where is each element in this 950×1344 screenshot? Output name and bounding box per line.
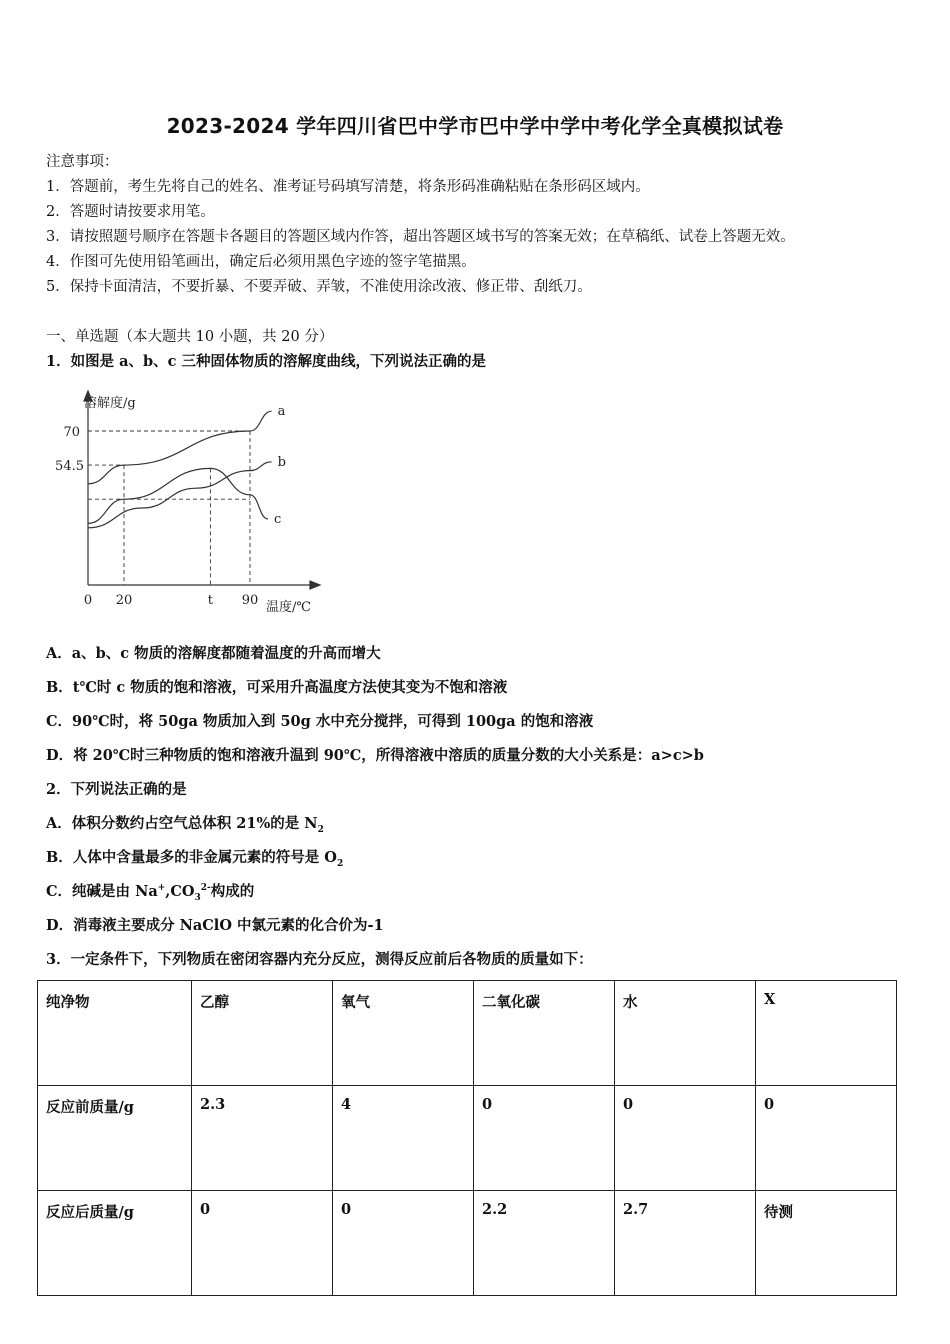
curve-label-a: a xyxy=(277,404,286,420)
y-tick-label: 70 xyxy=(63,425,80,440)
table-cell: 乙醇 xyxy=(192,981,333,1086)
y-axis-label: 溶解度/g xyxy=(84,396,136,411)
table-cell: 待测 xyxy=(756,1191,897,1296)
table-cell: 0 xyxy=(192,1191,333,1296)
question-2-stem: 2．下列说法正确的是 xyxy=(46,781,187,798)
table-cell: 0 xyxy=(474,1086,615,1191)
table-cell: X xyxy=(756,981,897,1086)
page-title: 2023-2024 学年四川省巴中学市巴中学中学中考化学全真模拟试卷 xyxy=(166,114,784,138)
curve-label-c: c xyxy=(274,512,282,527)
table-cell: 2.7 xyxy=(615,1191,756,1296)
q2-option-a: A．体积分数约占空气总体积 21%的是 $N_2$ xyxy=(46,815,324,835)
table-cell: 纯净物 xyxy=(38,981,192,1086)
notice-item: 4．作图可先使用铅笔画出，确定后必须用黑色字迹的签字笔描黑。 xyxy=(46,254,476,270)
table-cell: 氧气 xyxy=(333,981,474,1086)
question-1-stem: 1．如图是 a、b、c 三种固体物质的溶解度曲线，下列说法正确的是 xyxy=(46,353,487,370)
notice-item: 5．保持卡面清洁，不要折暴、不要弄破、弄皱，不准使用涂改液、修正带、刮纸刀。 xyxy=(46,279,592,295)
table-row xyxy=(38,981,897,1086)
section-heading: 一、单选题（本大题共 10 小题，共 20 分） xyxy=(46,329,334,345)
x-axis-label: 温度/℃ xyxy=(266,600,311,615)
q1-option-b: B．t℃时 c 物质的饱和溶液，可采用升高温度方法使其变为不饱和溶液 xyxy=(46,679,508,696)
question-3-stem: 3．一定条件下，下列物质在密闭容器内充分反应，测得反应前后各物质的质量如下： xyxy=(46,951,593,968)
notice-heading: 注意事项： xyxy=(46,154,119,170)
table-row xyxy=(38,1191,897,1296)
x-tick-label: 20 xyxy=(115,593,133,608)
q1-option-d: D．将 20℃时三种物质的饱和溶液升温到 90℃，所得溶液中溶质的质量分数的大小关系是：a>c>b xyxy=(46,747,704,764)
table-cell: 4 xyxy=(333,1086,474,1191)
table-row xyxy=(38,1086,897,1191)
x-tick-label: t xyxy=(207,593,214,608)
x-axis-arrow xyxy=(310,581,320,589)
table-cell: 水 xyxy=(615,981,756,1086)
notice-item: 2．答题时请按要求用笔。 xyxy=(46,204,215,220)
notice-item: 1．答题前，考生先将自己的姓名、准考证号码填写清楚，将条形码准确粘贴在条形码区域内。 xyxy=(46,179,650,195)
solubility-chart xyxy=(40,385,330,620)
curve-c xyxy=(88,468,268,523)
table-cell: 0 xyxy=(615,1086,756,1191)
table-cell: 0 xyxy=(756,1086,897,1191)
notice-item: 3．请按照题号顺序在答题卡各题目的答题区域内作答，超出答题区域书写的答案无效；在草稿纸、试卷上答题无效。 xyxy=(46,229,795,245)
table-cell: 反应后质量/g xyxy=(38,1191,192,1296)
table-cell: 0 xyxy=(333,1191,474,1296)
table-cell: 2.2 xyxy=(474,1191,615,1296)
curve-a xyxy=(88,411,272,484)
table-cell: 二氧化碳 xyxy=(474,981,615,1086)
x-tick-label: 0 xyxy=(83,593,93,608)
q2-option-d: D．消毒液主要成分 NaClO 中氯元素的化合价为-1 xyxy=(46,917,384,934)
curve-label-b: b xyxy=(277,454,286,470)
y-tick-label: 54.5 xyxy=(55,459,84,475)
q2-option-b: B．人体中含量最多的非金属元素的符号是 $O_2$ xyxy=(46,849,344,869)
table-cell: 反应前质量/g xyxy=(38,1086,192,1191)
curve-b xyxy=(88,462,272,528)
reaction-mass-table xyxy=(37,980,897,1296)
q1-option-a: A．a、b、c 物质的溶解度都随着温度的升高而增大 xyxy=(46,645,381,662)
q1-option-c: C．90℃时，将 50ga 物质加入到 50g 水中充分搅拌，可得到 100ga 的饱和溶液 xyxy=(46,713,594,730)
x-tick-label: 90 xyxy=(241,593,259,608)
q2-option-c: C．纯碱是由 $Na^+,CO_3^{2-}$构成的 xyxy=(46,883,255,903)
table-cell: 2.3 xyxy=(192,1086,333,1191)
